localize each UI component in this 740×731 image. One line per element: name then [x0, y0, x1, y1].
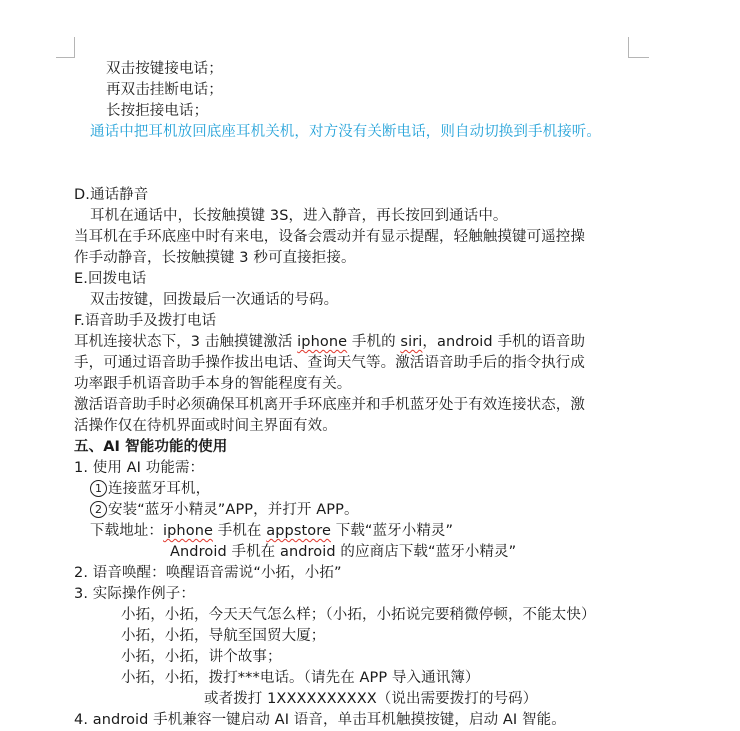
- example-line: 小拓，小拓，讲个故事；: [121, 649, 282, 665]
- example-line: 小拓，小拓，导航至国贸大厦；: [121, 628, 326, 644]
- section-heading: E.回拨电话: [74, 271, 147, 287]
- page-margin-corner-top-right: [628, 37, 649, 58]
- text-line: 手，可通过语音助手操作拔出电话、查询天气等。激活语音助手后的指令执行成: [74, 355, 585, 371]
- text-line: 双击按键，回拨最后一次通话的号码。: [90, 292, 339, 308]
- text-line: 长按拒接电话；: [106, 103, 209, 119]
- example-line: 或者拨打 1XXXXXXXXXX（说出需要拨打的号码）: [204, 691, 538, 707]
- text-line: 作手动静音，长按触摸键 3 秒可直接拒接。: [74, 250, 356, 266]
- section-heading: D.通话静音: [74, 187, 149, 203]
- list-item: 2. 语音唤醒：唤醒语音需说“小拓，小拓”: [74, 565, 342, 581]
- misspelled-word: appstore: [266, 523, 332, 539]
- chapter-heading: 五、AI 智能功能的使用: [74, 439, 228, 455]
- misspelled-word: iphone: [297, 334, 348, 350]
- list-item: 1. 使用 AI 功能需：: [74, 460, 205, 476]
- example-line: 小拓，小拓，今天天气怎么样；（小拓，小拓说完要稍微停顿，不能太快）: [121, 607, 596, 623]
- section-heading: F.语音助手及拨打电话: [74, 313, 217, 329]
- text-line: 当耳机在手环底座中时有来电，设备会震动并有显示提醒，轻触触摸键可遥控操: [74, 229, 585, 245]
- list-item: 3. 实际操作例子：: [74, 586, 195, 602]
- sub-list-item: [90, 500, 359, 520]
- misspelled-word: siri: [400, 334, 423, 350]
- text-line: [74, 332, 585, 352]
- text-line: 双击按键接电话；: [106, 61, 223, 77]
- text-line: 功率跟手机语音助手本身的智能程度有关。: [74, 376, 352, 392]
- text-run: 耳机连接状态下，3 击触摸键激活: [74, 334, 293, 350]
- text-run: 手机在: [213, 523, 267, 539]
- text-run: 连接蓝牙耳机，: [108, 481, 211, 497]
- circled-number: 1: [90, 480, 107, 497]
- text-line: 活操作仅在待机界面或时间主界面有效。: [74, 418, 337, 434]
- text-line: 再双击挂断电话；: [106, 82, 223, 98]
- text-line: 激活语音助手时必须确保耳机离开手环底座并和手机蓝牙处于有效连接状态，激: [74, 397, 585, 413]
- text-run: 下载“蓝牙小精灵”: [331, 523, 454, 539]
- text-run: 安装“蓝牙小精灵”APP，并打开 APP。: [108, 502, 359, 518]
- text-line: 耳机在通话中，长按触摸键 3S，进入静音，再长按回到通话中。: [90, 208, 508, 224]
- list-item: 4. android 手机兼容一键启动 AI 语音，单击耳机触摸按键，启动 AI 智能。: [74, 712, 566, 728]
- text-run: ，android 手机的语音助: [422, 334, 586, 350]
- text-run: 下载地址：: [90, 523, 163, 539]
- circled-number: 2: [90, 501, 107, 518]
- text-run: 手机的: [351, 334, 396, 350]
- misspelled-word: iphone: [163, 523, 214, 539]
- page-margin-corner-top-left: [56, 37, 75, 58]
- sub-list-item: [90, 479, 210, 499]
- highlighted-text-line: 通话中把耳机放回底座耳机关机，对方没有关断电话，则自动切换到手机接听。: [90, 124, 601, 140]
- example-line: 小拓，小拓，拨打***电话。（请先在 APP 导入通讯簿）: [121, 670, 480, 686]
- text-line: Android 手机在 android 的应商店下载“蓝牙小精灵”: [170, 544, 517, 560]
- text-line: [90, 521, 453, 541]
